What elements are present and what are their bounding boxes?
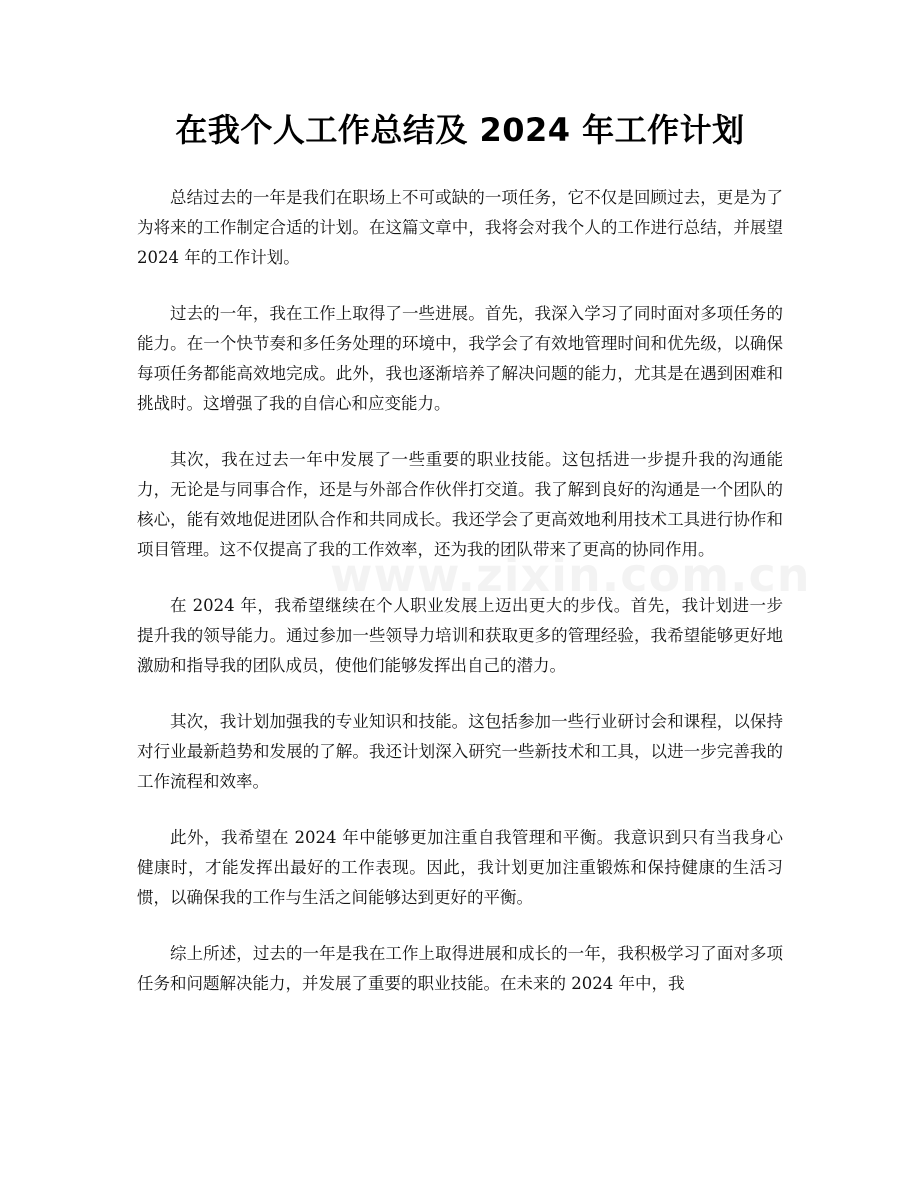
document-body bbox=[137, 183, 783, 1025]
paragraph-2: 过去的一年，我在工作上取得了一些进展。首先，我深入学习了同时面对多项任务的能力。在一个快节奏和多任务处理的环境中，我学会了有效地管理时间和优先级，以确保每项任务都能高效地完成。此外，我也逐渐培养了解决问题的能力，尤其是在遇到困难和挑战时。这增强了我的自信心和应变能力。 bbox=[137, 304, 783, 413]
paragraph-6: 此外，我希望在 2024 年中能够更加注重自我管理和平衡。我意识到只有当我身心健康时，才能发挥出最好的工作表现。因此，我计划更加注重锻炼和保持健康的生活习惯，以确保我的工作与生活之间能够达到更好的平衡。 bbox=[137, 828, 783, 907]
paragraph-4: 在 2024 年，我希望继续在个人职业发展上迈出更大的步伐。首先，我计划进一步提升我的领导能力。通过参加一些领导力培训和获取更多的管理经验，我希望能够更好地激励和指导我的团队成员，使他们能够发挥出自己的潜力。 bbox=[137, 596, 783, 675]
paragraph-3: 其次，我在过去一年中发展了一些重要的职业技能。这包括进一步提升我的沟通能力，无论是与同事合作，还是与外部合作伙伴打交道。我了解到良好的沟通是一个团队的核心，能有效地促进团队合作和共同成长。我还学会了更高效地利用技术工具进行协作和项目管理。这不仅提高了我的工作效率，还为我的团队带来了更高的协同作用。 bbox=[137, 450, 783, 559]
paragraph-7: 综上所述，过去的一年是我在工作上取得进展和成长的一年，我积极学习了面对多项任务和问题解决能力，并发展了重要的职业技能。在未来的 2024 年中，我 bbox=[137, 944, 783, 993]
paragraph-1: 总结过去的一年是我们在职场上不可或缺的一项任务，它不仅是回顾过去，更是为了为将来的工作制定合适的计划。在这篇文章中，我将会对我个人的工作进行总结，并展望 2024 年的工作计划。 bbox=[137, 188, 783, 267]
paragraph-5: 其次，我计划加强我的专业知识和技能。这包括参加一些行业研讨会和课程，以保持对行业最新趋势和发展的了解。我还计划深入研究一些新技术和工具，以进一步完善我的工作流程和效率。 bbox=[137, 712, 783, 791]
document-title: 在我个人工作总结及 2024 年工作计划 bbox=[175, 111, 745, 149]
